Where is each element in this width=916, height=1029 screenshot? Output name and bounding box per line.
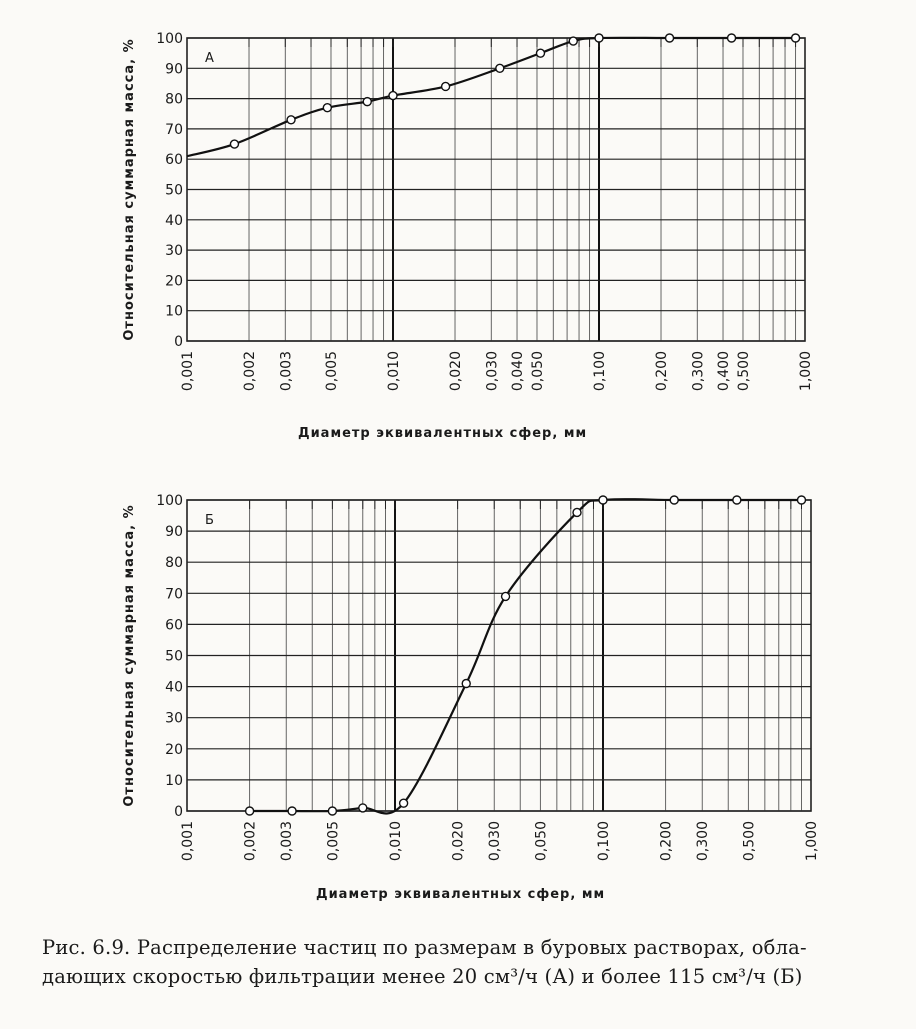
pa-y-tick-label-10: 10	[165, 303, 183, 320]
pa-data-point-9	[595, 34, 603, 42]
pb-x-tick-label-0-005: 0,005	[325, 821, 342, 862]
pa-x-tick-label-0-400: 0,400	[716, 351, 733, 392]
figure-caption	[42, 933, 902, 991]
pb-y-tick-label-50: 50	[165, 648, 183, 665]
pb-data-point-3	[359, 804, 367, 812]
pa-y-tick-label-30: 30	[165, 243, 183, 260]
pb-x-tick-label-0-001: 0,001	[180, 821, 196, 862]
pa-y-tick-label-80: 80	[165, 91, 183, 108]
pa-y-tick-label-0: 0	[174, 334, 183, 350]
pb-data-point-4	[400, 799, 408, 807]
pa-y-tick-label-70: 70	[165, 121, 183, 138]
pb-x-tick-label-0-050: 0,050	[533, 821, 550, 862]
pb-y-tick-label-60: 60	[165, 617, 183, 634]
pa-data-point-5	[442, 82, 450, 90]
pa-x-tick-label-0-500: 0,500	[735, 351, 752, 392]
caption-line-1: Рис. 6.9. Распределение частиц по размерам в буровых растворах, обла-	[42, 936, 807, 959]
pa-data-point-2	[323, 104, 331, 112]
caption-line-2: дающих скоростью фильтрации менее 20 см³/ч (А) и более 115 см³/ч (Б)	[42, 965, 803, 988]
pa-data-point-6	[496, 64, 504, 72]
pa-data-point-7	[536, 49, 544, 57]
pb-data-point-0	[246, 807, 254, 815]
pb-data-point-7	[573, 508, 581, 516]
pa-data-point-3	[363, 98, 371, 106]
pb-data-point-8	[599, 496, 607, 504]
pb-x-tick-label-0-002: 0,002	[242, 821, 259, 862]
pb-data-point-9	[670, 496, 678, 504]
pb-data-point-5	[462, 679, 470, 687]
pb-x-tick-label-0-020: 0,020	[450, 821, 467, 862]
pb-data-point-2	[328, 807, 336, 815]
pa-data-point-4	[389, 92, 397, 100]
pa-y-axis-title: Относительная суммарная масса, %	[122, 38, 137, 341]
pb-data-point-11	[797, 496, 805, 504]
pa-y-tick-label-40: 40	[165, 212, 183, 229]
pb-x-tick-label-0-300: 0,300	[695, 821, 712, 862]
pa-x-tick-label-0-100: 0,100	[592, 351, 608, 392]
pb-x-tick-label-1-000: 1,000	[804, 821, 820, 862]
pb-x-tick-label-0-030: 0,030	[487, 821, 504, 862]
pa-data-point-8	[569, 37, 577, 45]
pa-data-point-10	[666, 34, 674, 42]
pa-y-tick-label-50: 50	[165, 182, 183, 199]
pa-x-tick-label-0-020: 0,020	[448, 351, 465, 392]
pb-panel-label: Б	[205, 513, 214, 528]
pa-x-tick-label-0-200: 0,200	[654, 351, 671, 392]
chart-panel-b	[122, 493, 820, 902]
pb-y-tick-label-10: 10	[165, 772, 183, 789]
pb-x-tick-label-0-500: 0,500	[741, 821, 758, 862]
chart-panel-a	[122, 31, 814, 441]
pb-y-tick-label-90: 90	[165, 524, 183, 541]
pa-y-tick-label-90: 90	[165, 61, 183, 78]
pb-x-tick-label-0-200: 0,200	[658, 821, 675, 862]
pa-y-tick-label-60: 60	[165, 152, 183, 169]
pb-data-point-1	[288, 807, 296, 815]
pa-x-tick-label-0-300: 0,300	[690, 351, 707, 392]
pa-x-tick-label-0-010: 0,010	[386, 351, 402, 392]
pa-x-tick-label-0-040: 0,040	[510, 351, 527, 392]
pa-data-point-0	[230, 140, 238, 148]
pb-x-tick-label-0-010: 0,010	[388, 821, 404, 862]
pb-x-axis-title: Диаметр эквивалентных сфер, мм	[316, 887, 606, 902]
pa-x-tick-label-0-030: 0,030	[484, 351, 501, 392]
pa-x-tick-label-0-005: 0,005	[323, 351, 340, 392]
pa-data-point-11	[728, 34, 736, 42]
pb-x-tick-label-0-003: 0,003	[279, 821, 296, 862]
pa-panel-label: А	[205, 51, 214, 66]
pb-x-tick-label-0-100: 0,100	[596, 821, 612, 862]
pa-data-point-12	[792, 34, 800, 42]
pb-y-tick-label-80: 80	[165, 555, 183, 572]
pa-x-tick-label-1-000: 1,000	[798, 351, 814, 392]
pb-y-tick-label-70: 70	[165, 586, 183, 603]
pa-y-tick-label-20: 20	[165, 273, 183, 290]
pb-y-tick-label-40: 40	[165, 679, 183, 696]
pa-x-tick-label-0-002: 0,002	[242, 351, 259, 392]
pa-x-tick-label-0-050: 0,050	[529, 351, 546, 392]
pb-y-tick-label-20: 20	[165, 741, 183, 758]
pb-y-axis-title: Относительная суммарная масса, %	[122, 504, 137, 807]
pa-x-axis-title: Диаметр эквивалентных сфер, мм	[298, 426, 588, 441]
pb-y-tick-label-30: 30	[165, 710, 183, 727]
pb-data-point-6	[502, 592, 510, 600]
pa-x-tick-label-0-001: 0,001	[180, 351, 196, 392]
pb-data-point-10	[733, 496, 741, 504]
pb-y-tick-label-0: 0	[174, 804, 183, 820]
pa-data-point-1	[287, 116, 295, 124]
pa-x-tick-label-0-003: 0,003	[278, 351, 295, 392]
pb-y-tick-label-100: 100	[156, 493, 183, 509]
pa-y-tick-label-100: 100	[156, 31, 183, 47]
